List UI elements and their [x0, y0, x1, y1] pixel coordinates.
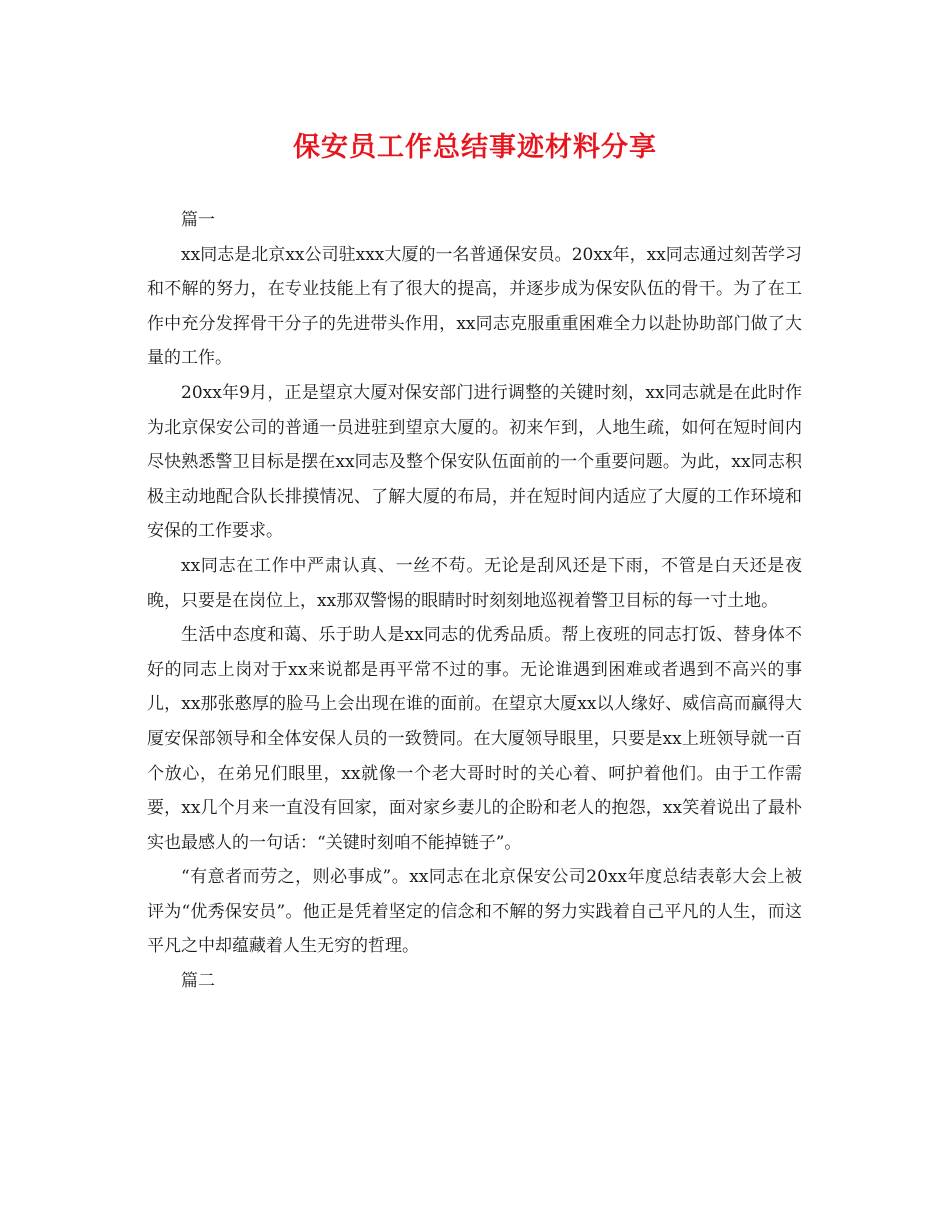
- paragraph-2: 20xx年9月，正是望京大厦对保安部门进行调整的关键时刻，xx同志就是在此时作为北京保安公司的普通一员进驻到望京大厦的。初来乍到，人地生疏，如何在短时间内尽快熟悉警卫目标是摆在xx同志及整个保安队伍面前的一个重要问题。为此，xx同志积极主动地配合队长排摸情况、了解大厦的布局，并在短时间内适应了大厦的工作环境和安保的工作要求。: [147, 382, 802, 542]
- section-heading-2: 篇二: [181, 971, 215, 992]
- document-title: 保安员工作总结事迹材料分享: [293, 132, 657, 163]
- paragraph-4: 生活中态度和蔼、乐于助人是xx同志的优秀品质。帮上夜班的同志打饭、替身体不好的同志上岗对于xx来说都是再平常不过的事。无论谁遇到困难或者遇到不高兴的事儿，xx那张憨厚的脸马上会出现在谁的面前。在望京大厦xx以人缘好、威信高而赢得大厦安保部领导和全体安保人员的一致赞同。在大厦领导眼里，只要是xx上班领导就一百个放心，在弟兄们眼里，xx就像一个老大哥时时的关心着、呵护着他们。由于工作需要，xx几个月来一直没有回家，面对家乡妻儿的企盼和老人的抱怨，xx笑着说出了最朴实也最感人的一句话：“关键时刻咱不能掉链子”。: [147, 625, 802, 853]
- paragraph-1: xx同志是北京xx公司驻xxx大厦的一名普通保安员。20xx年，xx同志通过刻苦学习和不解的努力，在专业技能上有了很大的提高，并逐步成为保安队伍的骨干。为了在工作中充分发挥骨干分子的先进带头作用，xx同志克服重重困难全力以赴协助部门做了大量的工作。: [147, 244, 802, 369]
- document-body: [147, 203, 802, 999]
- paragraph-3: xx同志在工作中严肃认真、一丝不苟。无论是刮风还是下雨，不管是白天还是夜晚，只要是在岗位上，xx那双警惕的眼睛时时刻刻地巡视着警卫目标的每一寸土地。: [147, 555, 802, 611]
- paragraph-5: “有意者而劳之，则必事成”。xx同志在北京保安公司20xx年度总结表彰大会上被评为“优秀保安员”。他正是凭着坚定的信念和不解的努力实践着自己平凡的人生，而这平凡之中却蕴藏着人生无穷的哲理。: [147, 867, 802, 957]
- section-heading-1: 篇一: [181, 210, 215, 230]
